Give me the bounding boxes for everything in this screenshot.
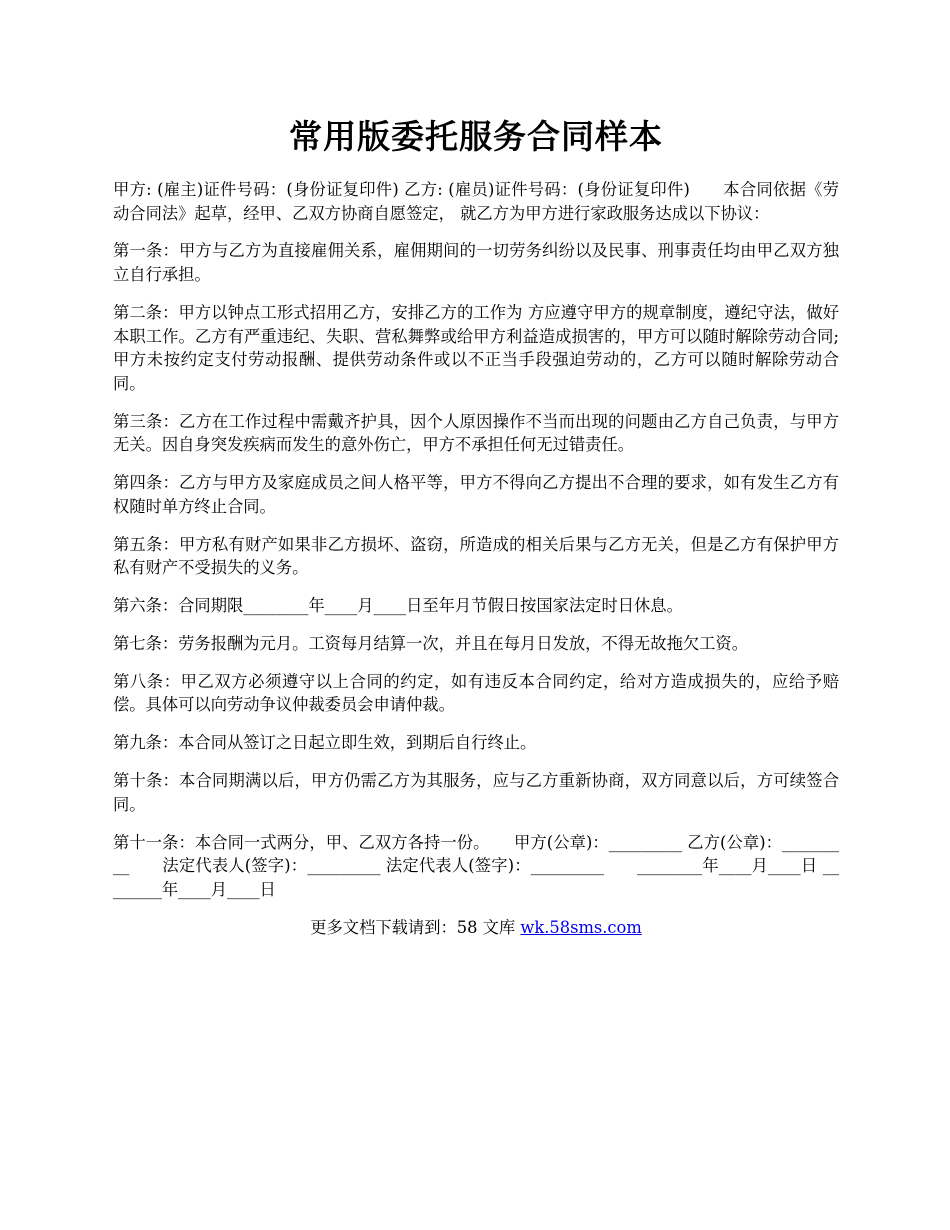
clause-3: 第三条：乙方在工作过程中需戴齐护具，因个人原因操作不当而出现的问题由乙方自己负责，与甲方无关。因自身突发疾病而发生的意外伤亡，甲方不承担任何无过错责任。 <box>113 411 839 455</box>
clause-1: 第一条：甲方与乙方为直接雇佣关系，雇佣期间的一切劳务纠纷以及民事、刑事责任均由甲乙双方独立自行承担。 <box>113 241 839 285</box>
clause-11-signatures: 第十一条：本合同一式两分，甲、乙双方各持一份。 甲方(公章)：_________ 乙方(公章)：_________ 法定代表人(签字)：_________ 法定代表人(签字)：_________ ________年____月____日 ________年____月____日 <box>113 832 839 899</box>
clause-5: 第五条：甲方私有财产如果非乙方损坏、盗窃，所造成的相关后果与乙方无关，但是乙方有保护甲方私有财产不受损失的义务。 <box>113 534 839 578</box>
document-title: 常用版委托服务合同样本 <box>289 117 663 156</box>
footer-text: 更多文档下载请到：58 文库 <box>310 917 521 937</box>
clause-7: 第七条：劳务报酬为元月。工资每月结算一次，并且在每月日发放，不得无故拖欠工资。 <box>113 633 748 653</box>
clause-8: 第八条：甲乙双方必须遵守以上合同的约定，如有违反本合同约定，给对方造成损失的，应给予赔偿。具体可以向劳动争议仲裁委员会申请仲裁。 <box>113 671 839 715</box>
clause-6: 第六条：合同期限________年____月____日至年月节假日按国家法定时日休息。 <box>113 596 683 616</box>
download-footer <box>113 916 839 940</box>
clause-10: 第十条：本合同期满以后，甲方仍需乙方为其服务，应与乙方重新协商，双方同意以后，方可续签合同。 <box>113 771 839 814</box>
clause-9: 第九条：本合同从签订之日起立即生效，到期后自行终止。 <box>113 733 537 753</box>
footer-link[interactable]: wk.58sms.com <box>520 917 642 937</box>
clause-4: 第四条：乙方与甲方及家庭成员之间人格平等，甲方不得向乙方提出不合理的要求，如有发生乙方有权随时单方终止合同。 <box>113 473 839 516</box>
clause-2: 第二条：甲方以钟点工形式招用乙方，安排乙方的工作为 方应遵守甲方的规章制度，遵纪守法，做好本职工作。乙方有严重违纪、失职、营私舞弊或给甲方利益造成损害的，甲方可以随时解除劳动合同;甲方未按约定支付劳动报酬、提供劳动条件或以不正当手段强迫劳动的，乙方可以随时解除劳动合同。 <box>113 302 839 393</box>
intro-paragraph: 甲方: (雇主)证件号码：(身份证复印件) 乙方: (雇员)证件号码：(身份证复印件) 本合同依据《劳动合同法》起草，经甲、乙双方协商自愿签定， 就乙方为甲方进行家政服务达成以下协议： <box>113 180 839 223</box>
document-page <box>113 112 839 940</box>
